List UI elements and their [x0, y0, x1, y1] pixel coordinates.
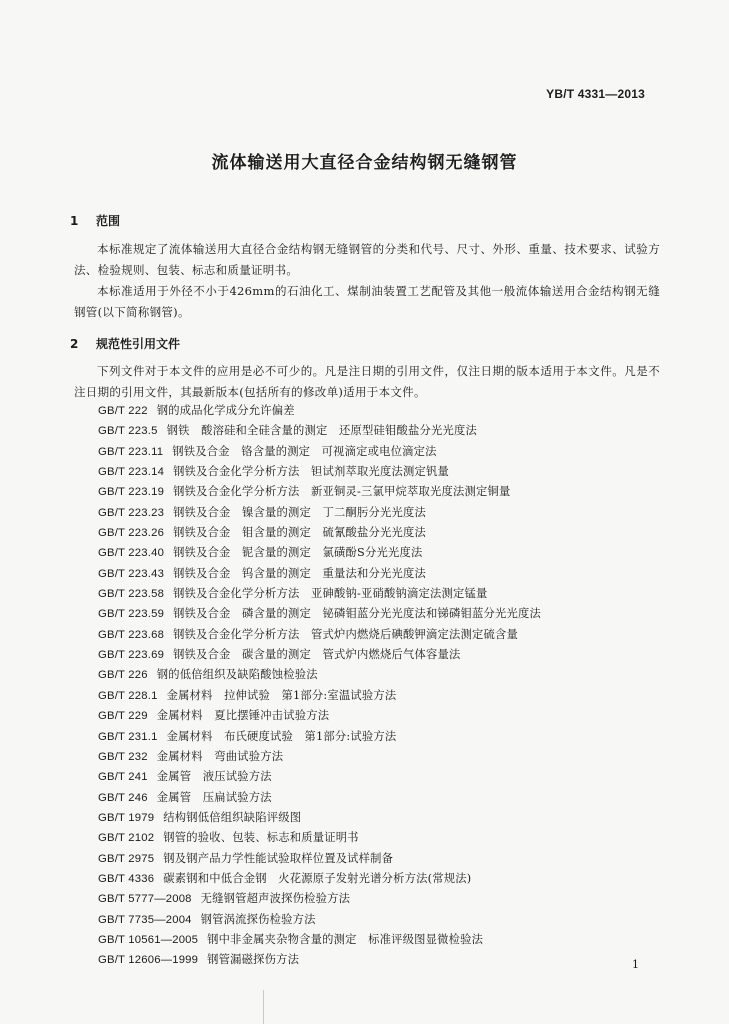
reference-code: GB/T 1979 [98, 811, 155, 824]
reference-item [98, 930, 668, 950]
reference-item [98, 604, 668, 624]
reference-title: 金属材料 拉伸试验 第1部分:室温试验方法 [166, 688, 397, 702]
reference-code: GB/T 12606—1999 [98, 954, 199, 967]
reference-item [98, 665, 668, 685]
reference-code: GB/T 7735—2004 [98, 913, 192, 926]
reference-title: 金属管 液压试验方法 [156, 770, 272, 784]
reference-item [98, 401, 668, 421]
reference-title: 钢铁及合金 铌含量的测定 氯磺酚S分光光度法 [173, 546, 423, 560]
reference-code: GB/T 246 [98, 791, 148, 804]
references-intro-paragraph: 下列文件对于本文件的应用是必不可少的。凡是注日期的引用文件，仅注日期的版本适用于本文件。凡是不注日期的引用文件，其最新版本(包括所有的修改单)适用于本文件。 [74, 364, 660, 399]
reference-item [98, 543, 668, 563]
reference-title: 钢铁及合金 钼含量的测定 硫氰酸盐分光光度法 [173, 526, 426, 540]
standard-number: YB/T 4331—2013 [546, 87, 645, 101]
reference-code: GB/T 223.59 [98, 608, 165, 621]
reference-code: GB/T 226 [98, 669, 148, 682]
reference-item [98, 706, 668, 726]
reference-code: GB/T 223.11 [98, 445, 164, 458]
reference-code: GB/T 223.68 [98, 628, 165, 641]
reference-title: 钢的低倍组织及缺陷酸蚀检验法 [156, 668, 318, 682]
reference-code: GB/T 228.1 [98, 689, 158, 702]
reference-item [98, 808, 668, 828]
reference-item [98, 788, 668, 808]
reference-title: 钢中非金属夹杂物含量的测定 标准评级图显微检验法 [207, 932, 484, 946]
reference-code: GB/T 223.69 [98, 649, 165, 662]
reference-code: GB/T 2102 [98, 832, 155, 845]
reference-title: 钢铁及合金 镍含量的测定 丁二酮肟分光光度法 [173, 505, 426, 519]
reference-list [98, 401, 668, 971]
reference-title: 钢铁及合金 铬含量的测定 可视滴定或电位滴定法 [172, 444, 437, 458]
reference-title: 结构钢低倍组织缺陷评级图 [163, 810, 302, 824]
reference-item [98, 523, 668, 543]
section-heading-normative-references [70, 335, 180, 352]
reference-title: 钢铁及合金 磷含量的测定 铋磷钼蓝分光光度法和锑磷钼蓝分光光度法 [173, 607, 541, 621]
reference-item [98, 482, 668, 502]
reference-item [98, 625, 668, 645]
reference-code: GB/T 223.26 [98, 527, 165, 540]
reference-item [98, 442, 668, 462]
reference-code: GB/T 223.23 [98, 506, 165, 519]
reference-item [98, 503, 668, 523]
scope-paragraph-2: 本标准适用于外径不小于426mm的石油化工、煤制油装置工艺配管及其他一般流体输送用合金结构钢无缝钢管(以下简称钢管)。 [74, 284, 660, 319]
reference-code: GB/T 10561—2005 [98, 933, 199, 946]
scan-fold-line [263, 990, 264, 1024]
section-number: 1 [70, 214, 79, 228]
reference-title: 金属材料 夏比摆锤冲击试验方法 [156, 709, 330, 723]
reference-code: GB/T 5777—2008 [98, 893, 192, 906]
reference-title: 钢管的验收、包装、标志和质量证明书 [163, 831, 359, 845]
reference-code: GB/T 4336 [98, 872, 155, 885]
scope-paragraph-1: 本标准规定了流体输送用大直径合金结构钢无缝钢管的分类和代号、尺寸、外形、重量、技术要求、试验方法、检验规则、包装、标志和质量证明书。 [74, 242, 660, 277]
reference-item [98, 828, 668, 848]
reference-title: 金属材料 布氏硬度试验 第1部分:试验方法 [166, 729, 397, 743]
reference-code: GB/T 223.5 [98, 425, 158, 438]
reference-item [98, 564, 668, 584]
reference-title: 钢管涡流探伤检验方法 [200, 912, 316, 926]
reference-item [98, 849, 668, 869]
reference-title: 金属管 压扁试验方法 [156, 790, 272, 804]
reference-title: 钢铁及合金化学分析方法 钽试剂萃取光度法测定钒量 [173, 465, 449, 479]
reference-item [98, 950, 668, 970]
reference-title: 钢铁及合金化学分析方法 亚砷酸钠-亚硝酸钠滴定法测定锰量 [173, 587, 488, 601]
document-title: 流体输送用大直径合金结构钢无缝钢管 [211, 153, 518, 173]
reference-item [98, 462, 668, 482]
reference-title: 无缝钢管超声波探伤检验方法 [200, 892, 351, 906]
reference-item [98, 869, 668, 889]
reference-title: 钢铁 酸溶硅和全硅含量的测定 还原型硅钼酸盐分光光度法 [166, 424, 477, 438]
reference-item [98, 645, 668, 665]
reference-code: GB/T 229 [98, 710, 148, 723]
reference-title: 金属材料 弯曲试验方法 [156, 749, 284, 763]
reference-item [98, 686, 668, 706]
page-number: 1 [632, 958, 639, 971]
reference-item [98, 727, 668, 747]
section-title: 规范性引用文件 [96, 337, 181, 351]
section-number: 2 [70, 337, 79, 351]
reference-item [98, 910, 668, 930]
reference-title: 钢铁及合金 钨含量的测定 重量法和分光光度法 [173, 566, 426, 580]
reference-title: 钢的成品化学成分允许偏差 [156, 404, 295, 417]
reference-code: GB/T 223.58 [98, 588, 165, 601]
reference-code: GB/T 223.14 [98, 466, 165, 479]
reference-title: 钢铁及合金化学分析方法 管式炉内燃烧后碘酸钾滴定法测定硫含量 [173, 627, 518, 641]
reference-item [98, 889, 668, 909]
section-title: 范围 [96, 214, 121, 228]
reference-title: 钢管漏磁探伤方法 [207, 953, 300, 967]
section-heading-scope [70, 212, 120, 229]
reference-code: GB/T 241 [98, 771, 148, 784]
reference-item [98, 767, 668, 787]
reference-code: GB/T 232 [98, 750, 148, 763]
reference-code: GB/T 222 [98, 405, 148, 417]
reference-item [98, 421, 668, 441]
reference-code: GB/T 223.43 [98, 567, 165, 580]
reference-code: GB/T 223.19 [98, 486, 165, 499]
reference-title: 钢及钢产品力学性能试验取样位置及试样制备 [163, 851, 394, 865]
reference-code: GB/T 223.40 [98, 547, 165, 560]
reference-title: 碳素钢和中低合金钢 火花源原子发射光谱分析方法(常规法) [163, 871, 472, 885]
reference-title: 钢铁及合金化学分析方法 新亚铜灵-三氯甲烷萃取光度法测定铜量 [173, 485, 511, 499]
reference-title: 钢铁及合金 碳含量的测定 管式炉内燃烧后气体容量法 [173, 648, 461, 662]
reference-code: GB/T 231.1 [98, 730, 158, 743]
reference-code: GB/T 2975 [98, 852, 155, 865]
reference-item [98, 747, 668, 767]
reference-item [98, 584, 668, 604]
